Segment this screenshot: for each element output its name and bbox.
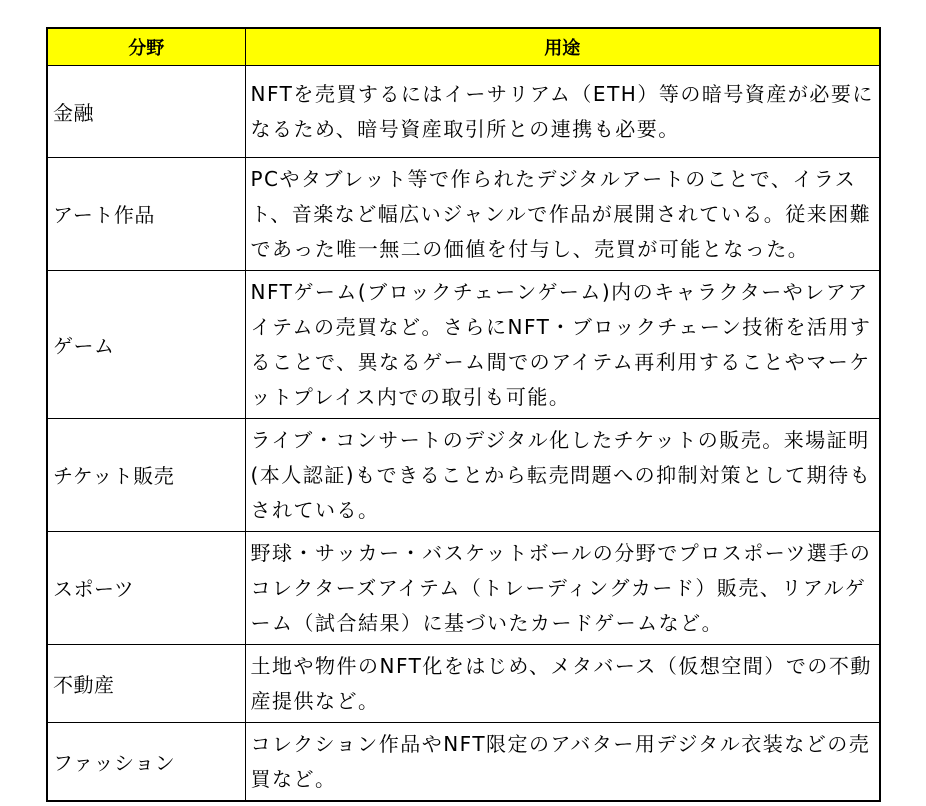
table-row — [47, 65, 880, 157]
header-field: 分野 — [47, 28, 245, 65]
field-cell: 不動産 — [47, 644, 245, 722]
use-cell: ライブ・コンサートのデジタル化したチケットの販売。来場証明(本人認証)もできることから転売問題への抑制対策として期待もされている。 — [245, 418, 880, 531]
table-row — [47, 418, 880, 531]
field-cell: チケット販売 — [47, 418, 245, 531]
use-cell: 土地や物件のNFT化をはじめ、メタバース（仮想空間）での不動産提供など。 — [245, 644, 880, 722]
table-row — [47, 722, 880, 801]
use-cell: NFTゲーム(ブロックチェーンゲーム)内のキャラクターやレアアイテムの売買など。さらにNFT・ブロックチェーン技術を活用することで、異なるゲーム間でのアイテム再利用することやマーケットプレイス内での取引も可能。 — [245, 270, 880, 418]
table-row — [47, 644, 880, 722]
header-use: 用途 — [245, 28, 880, 65]
field-cell: アート作品 — [47, 157, 245, 270]
table-row — [47, 157, 880, 270]
use-cell: PCやタブレット等で作られたデジタルアートのことで、イラスト、音楽など幅広いジャンルで作品が展開されている。従来困難であった唯一無二の価値を付与し、売買が可能となった。 — [245, 157, 880, 270]
field-cell: 金融 — [47, 65, 245, 157]
header-row — [47, 28, 880, 65]
field-cell: ファッション — [47, 722, 245, 801]
field-cell: ゲーム — [47, 270, 245, 418]
use-cell: NFTを売買するにはイーサリアム（ETH）等の暗号資産が必要になるため、暗号資産取引所との連携も必要。 — [245, 65, 880, 157]
use-cell: コレクション作品やNFT限定のアバター用デジタル衣装などの売買など。 — [245, 722, 880, 801]
table-row — [47, 531, 880, 644]
field-cell: スポーツ — [47, 531, 245, 644]
table-row — [47, 270, 880, 418]
nft-use-table — [46, 27, 881, 802]
table-header — [47, 28, 880, 65]
nft-use-table-sheet — [46, 27, 879, 802]
table-body — [47, 65, 880, 801]
use-cell: 野球・サッカー・バスケットボールの分野でプロスポーツ選手のコレクターズアイテム（トレーディングカード）販売、リアルゲーム（試合結果）に基づいたカードゲームなど。 — [245, 531, 880, 644]
